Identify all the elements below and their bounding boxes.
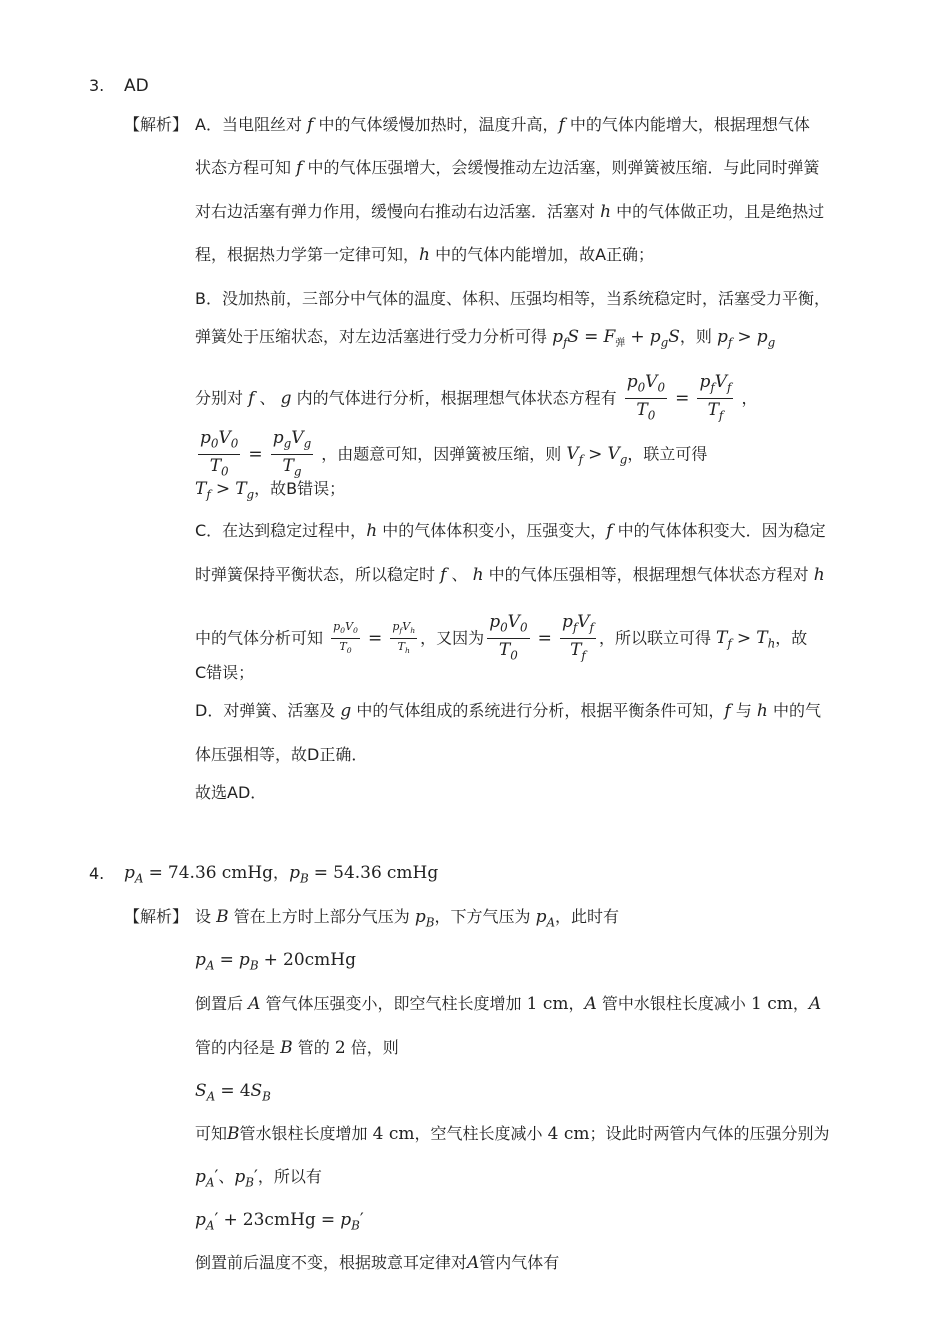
q4-equation-1: $p_A = p_B$ + 20cmHg <box>195 950 356 973</box>
fraction-pgVg-Tg: $\frac{p_gV_g}{T_g}$ <box>272 428 312 479</box>
q3-line-11: 时弹簧保持平衡状态，所以稳定时 f 、 h 中的气体压强相等，根据理想气体状态方程对 h <box>195 565 825 585</box>
q3-line-4: 程，根据热力学第一定律可知，h 中的气体内能增加，故A正确； <box>195 245 655 265</box>
fraction-p0V0-T0: $\frac{p_0V_0}{T_0}$ <box>489 612 528 663</box>
fraction-pfVh-Th-small: $\frac{p_fV_h}{T_h}$ <box>392 620 416 656</box>
fraction-pfVf-Tf: $\frac{p_fV_f}{T_f}$ <box>561 612 594 663</box>
q4-line-3: 倒置后 A 管气体压强变小，即空气柱长度增加 1 cm，A 管中水银柱长度减小 1 cm，A <box>195 994 822 1014</box>
q3-line-2: 状态方程可知 f 中的气体压强增大，会缓慢推动左边活塞，则弹簧被压缩．与此同时弹簧 <box>195 158 820 178</box>
fraction-p0V0-T0: $\frac{p_0V_0}{T_0}$ <box>626 372 666 423</box>
q4-line-1: 设 B 管在上方时上部分气压为 $p_B$，下方气压为 $p_A$，此时有 <box>195 907 620 930</box>
q3-line-7: 分别对 f 、 g 内的气体进行分析，根据理想气体状态方程有 $\frac{p_0V_0}{T_0}$ = $\frac{p_fV_f}{T_f}$ ， <box>195 372 758 426</box>
q3-line-10: C．在达到稳定过程中，h 中的气体体积变小，压强变大，f 中的气体体积变大．因为稳定 <box>195 521 826 541</box>
q3-line-12: 中的气体分析可知 $\frac{p_0V_0}{T_0}$ = $\frac{p_fV_h}{T_h}$ ，又因为 $\frac{p_0V_0}{T_0}$ = $\frac{p_fV_f}{T_f}$ ，所以联立可得 $T_f > T_h$，故 <box>195 612 807 666</box>
q4-line-6: 可知B管水银柱长度增加 4 cm，空气柱长度减小 4 cm；设此时两管内气体的压强分别为 <box>195 1124 830 1144</box>
q3-line-14: D．对弹簧、活塞及 g 中的气体组成的系统进行分析，根据平衡条件可知，f 与 h 中的气 <box>195 701 821 721</box>
q3-line-16: 故选AD． <box>195 783 267 802</box>
q4-equation-3: $p_A'$ + 23cmHg = $p_B'$ <box>195 1210 364 1233</box>
q4-line-4: 管的内径是 B 管的 2 倍，则 <box>195 1038 399 1058</box>
q3-line-15: 体压强相等，故D正确． <box>195 745 368 764</box>
q3-line-8: $\frac{p_0V_0}{T_0}$ = $\frac{p_gV_g}{T_g}$ ，由题意可知，因弹簧被压缩，则 $V_f > V_g$，联立可得 <box>195 428 707 482</box>
q3-line-13: C错误； <box>195 663 255 682</box>
q4-line-9: 倒置前后温度不变，根据玻意耳定律对A管内气体有 <box>195 1253 560 1273</box>
fraction-pfVf-Tf: $\frac{p_fV_f}{T_f}$ <box>699 372 732 423</box>
q4-equation-2: $S_A = 4S_B$ <box>195 1081 271 1104</box>
q3-line-3: 对右边活塞有弹力作用，缓慢向右推动右边活塞．活塞对 h 中的气体做正功，且是绝热过 <box>195 202 825 222</box>
fraction-p0V0-T0: $\frac{p_0V_0}{T_0}$ <box>200 428 239 479</box>
q3-line-1: A．当电阻丝对 f 中的气体缓慢加热时，温度升高，f 中的气体内能增大，根据理想气体 <box>195 115 810 135</box>
q4-number: 4. <box>89 864 105 883</box>
q3-line-5: B．没加热前，三部分中气体的温度、体积、压强均相等，当系统稳定时，活塞受力平衡， <box>195 289 830 308</box>
q4-line-7: $p_A'$、$p_B'$，所以有 <box>195 1167 322 1190</box>
q4-analysis-tag: 【解析】 <box>124 907 189 926</box>
q4-answer: $p_A = 74.36$ cmHg，$p_B = 54.36$ cmHg <box>124 863 439 886</box>
q3-line-6: 弹簧处于压缩状态，对左边活塞进行受力分析可得 $p_fS = F_弹 + p_gS$，则 $p_f > p_g$ <box>195 327 776 350</box>
fraction-p0V0-T0-small: $\frac{p_0V_0}{T_0}$ <box>333 620 358 656</box>
q3-answer: AD <box>124 76 149 96</box>
q3-number: 3. <box>89 76 105 95</box>
q3-line-9: $T_f > T_g$，故B错误； <box>195 479 346 502</box>
q3-analysis-tag: 【解析】 <box>124 115 189 134</box>
